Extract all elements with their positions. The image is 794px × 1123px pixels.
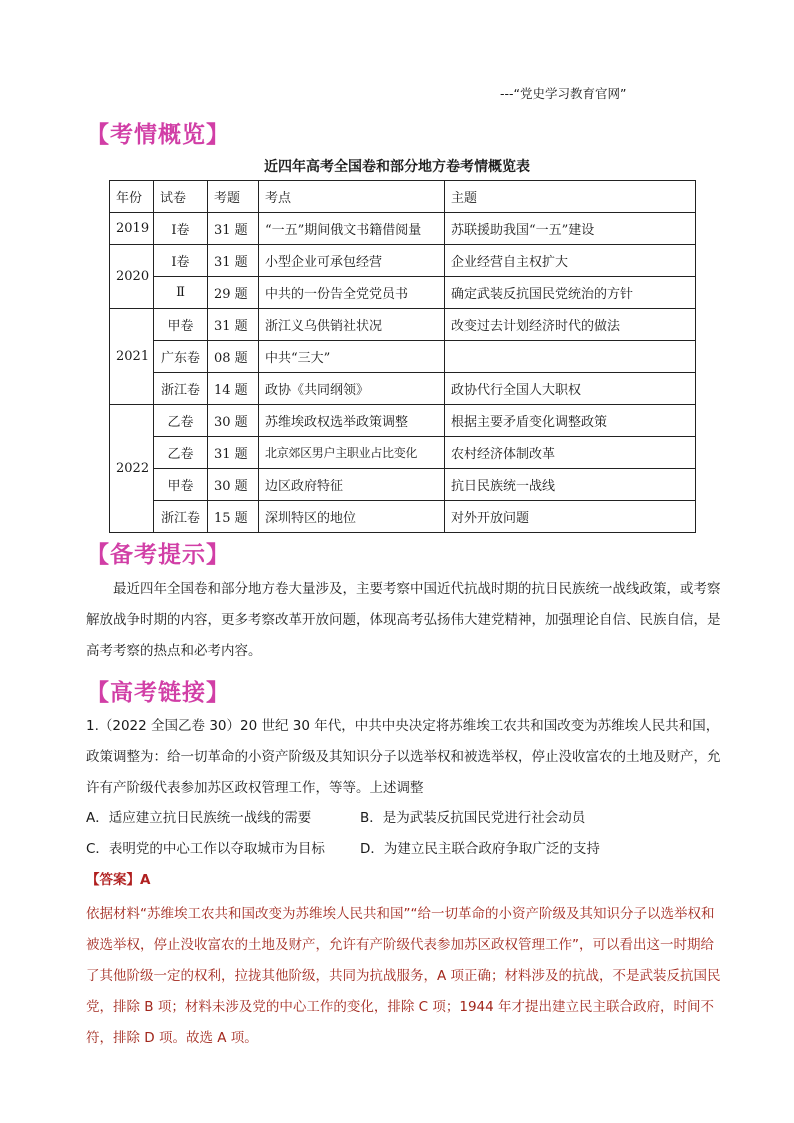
option-b: B．是为武装反抗国民党进行社会动员 — [360, 810, 586, 826]
cell-year: 2021 — [110, 309, 154, 405]
cell-paper: Ⅰ卷 — [154, 213, 208, 245]
table-row — [110, 309, 696, 341]
table-row — [110, 341, 696, 373]
cell-question: 30 题 — [208, 405, 259, 437]
table-row — [110, 213, 696, 245]
cell-paper: 乙卷 — [154, 437, 208, 469]
cell-paper: Ⅰ卷 — [154, 245, 208, 277]
cell-question: 31 题 — [208, 437, 259, 469]
cell-question: 14 题 — [208, 373, 259, 405]
section-heading-link: 【高考链接】 — [86, 680, 230, 706]
answer-label: 【答案】A — [86, 872, 151, 888]
cell-theme: 抗日民族统一战线 — [445, 469, 696, 501]
cell-point: 浙江义乌供销社状况 — [259, 309, 445, 341]
cell-theme: 政协代行全国人大职权 — [445, 373, 696, 405]
cell-theme: 苏联援助我国“一五”建设 — [445, 213, 696, 245]
header-year: 年份 — [110, 181, 154, 213]
source-attribution: ---“党史学习教育官网” — [500, 86, 627, 101]
table-title: 近四年高考全国卷和部分地方卷考情概览表 — [264, 159, 530, 175]
header-theme: 主题 — [445, 181, 696, 213]
answer-explanation: 依据材料“苏维埃工农共和国改变为苏维埃人民共和国”“给一切革命的小资产阶级及其知识分子以选举权和被选举权，停止没收富农的土地及财产，允许有产阶级代表参加苏区政权管理工作”，可以看出这一时期给了其他阶级一定的权利，拉拢其他阶级，共同为抗战服务，A 项正确；材料涉及的抗战，不是武装反抗国民党，排除 B 项；材料未涉及党的中心工作的变化，排除 C 项；1944 年才提出建立民主联合政府，时间不符，排除 D 项。故选 A 项。 — [86, 906, 721, 1046]
table-row — [110, 405, 696, 437]
cell-point: 中共“三大” — [259, 341, 445, 373]
question-stem: 1.（2022 全国乙卷 30）20 世纪 30 年代，中共中央决定将苏维埃工农共和国改变为苏维埃人民共和国，政策调整为：给一切革命的小资产阶级及其知识分子以选举权和被选举权，停止没收富农的土地及财产，允许有产阶级代表参加苏区政权管理工作，等等。上述调整 — [86, 718, 721, 796]
cell-question: 31 题 — [208, 213, 259, 245]
cell-paper: 甲卷 — [154, 469, 208, 501]
header-point: 考点 — [259, 181, 445, 213]
cell-point: 苏维埃政权选举政策调整 — [259, 405, 445, 437]
cell-theme: 对外开放问题 — [445, 501, 696, 533]
header-paper: 试卷 — [154, 181, 208, 213]
cell-year: 2020 — [110, 245, 154, 309]
cell-paper: 甲卷 — [154, 309, 208, 341]
cell-paper: 浙江卷 — [154, 501, 208, 533]
option-c: C．表明党的中心工作以夺取城市为目标 — [86, 841, 325, 857]
cell-theme: 企业经营自主权扩大 — [445, 245, 696, 277]
cell-point: 深圳特区的地位 — [259, 501, 445, 533]
cell-year: 2019 — [110, 213, 154, 245]
cell-paper: 广东卷 — [154, 341, 208, 373]
section-heading-tips: 【备考提示】 — [86, 542, 230, 568]
cell-theme: 改变过去计划经济时代的做法 — [445, 309, 696, 341]
cell-question: 15 题 — [208, 501, 259, 533]
table-row — [110, 277, 696, 309]
table-row — [110, 245, 696, 277]
table-row — [110, 469, 696, 501]
section-heading-overview: 【考情概览】 — [86, 122, 230, 148]
option-a: A．适应建立抗日民族统一战线的需要 — [86, 810, 312, 826]
cell-theme: 农村经济体制改革 — [445, 437, 696, 469]
table-row — [110, 501, 696, 533]
cell-question: 30 题 — [208, 469, 259, 501]
cell-point: 边区政府特征 — [259, 469, 445, 501]
table-header-row — [110, 181, 696, 213]
cell-point: 小型企业可承包经营 — [259, 245, 445, 277]
cell-point: 中共的一份告全党党员书 — [259, 277, 445, 309]
table-row — [110, 437, 696, 469]
tips-paragraph: 最近四年全国卷和部分地方卷大量涉及，主要考察中国近代抗战时期的抗日民族统一战线政策，或考察解放战争时期的内容，更多考察改革开放问题，体现高考弘扬伟大建党精神，加强理论自信、民族自信，是高考考察的热点和必考内容。 — [86, 581, 721, 659]
cell-theme — [445, 341, 696, 373]
cell-paper: 乙卷 — [154, 405, 208, 437]
exam-overview-table — [109, 180, 696, 533]
cell-question: 31 题 — [208, 309, 259, 341]
cell-paper: 浙江卷 — [154, 373, 208, 405]
cell-year: 2022 — [110, 405, 154, 533]
cell-theme: 根据主要矛盾变化调整政策 — [445, 405, 696, 437]
cell-question: 29 题 — [208, 277, 259, 309]
cell-paper: Ⅱ — [154, 277, 208, 309]
cell-question: 31 题 — [208, 245, 259, 277]
cell-point: “一五”期间俄文书籍借阅量 — [259, 213, 445, 245]
cell-theme: 确定武装反抗国民党统治的方针 — [445, 277, 696, 309]
cell-question: 08 题 — [208, 341, 259, 373]
option-d: D．为建立民主联合政府争取广泛的支持 — [360, 841, 600, 857]
table-row — [110, 373, 696, 405]
cell-point: 政协《共同纲领》 — [259, 373, 445, 405]
cell-point: 北京郊区男户主职业占比变化 — [259, 437, 445, 469]
header-question: 考题 — [208, 181, 259, 213]
